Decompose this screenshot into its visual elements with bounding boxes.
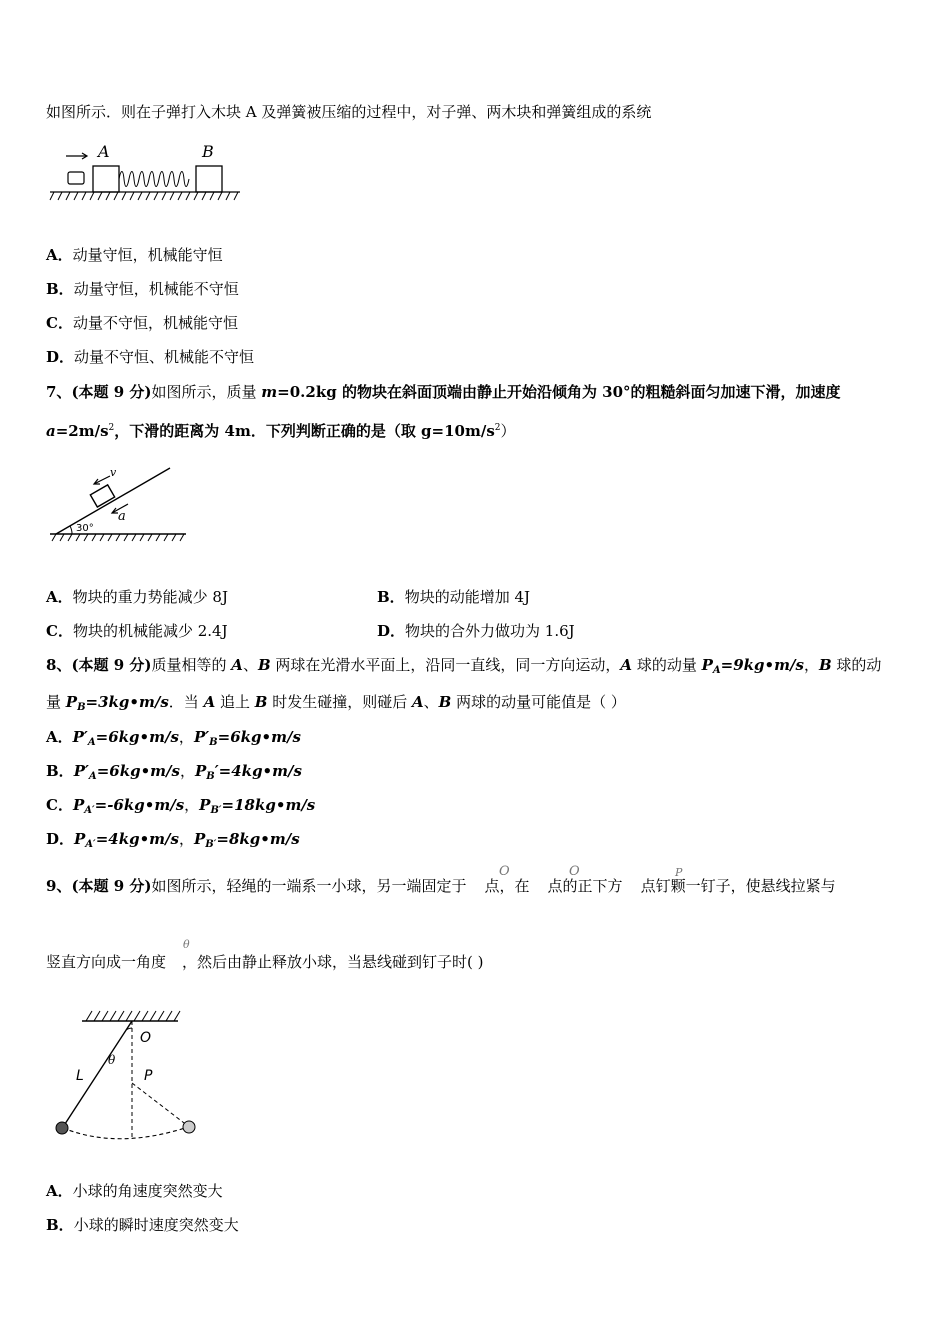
- option-letter: B．: [46, 1216, 74, 1234]
- q9-text: 点钉颗一钉子，使悬线拉紧与: [640, 877, 836, 895]
- val: =18kg•m/s: [221, 796, 316, 814]
- option-text: 小球的瞬时速度突然变大: [73, 1216, 239, 1234]
- p: P: [194, 830, 206, 848]
- q6-figure: [48, 140, 248, 210]
- q9-option-a: [46, 1181, 223, 1201]
- o-symbol: O: [569, 864, 580, 879]
- q8-text: 、: [423, 693, 439, 711]
- q7-text: ）: [500, 422, 516, 440]
- sub: A: [87, 737, 96, 748]
- q8-text: 追上: [215, 693, 255, 711]
- sub: B′: [210, 805, 222, 816]
- q8-sub: A: [712, 665, 721, 676]
- q7-stem-line1: [46, 382, 841, 402]
- option-text: 物块的重力势能减少 8J: [72, 588, 228, 606]
- q8-text: 两球在光滑水平面上，沿同一直线，同一方向运动，: [270, 656, 621, 674]
- q8-var: B: [257, 656, 271, 674]
- option-letter: A．: [46, 246, 73, 264]
- q8-text: 两球的动量可能值是（ ）: [451, 693, 626, 711]
- q9-option-b: [46, 1215, 239, 1235]
- p: P′: [73, 762, 89, 780]
- q8-var: A: [620, 656, 633, 674]
- val: =8kg•m/s: [216, 830, 300, 848]
- question-number: 7、: [46, 383, 72, 401]
- q7-option-a: [46, 587, 228, 607]
- theta-label: θ: [108, 1053, 116, 1067]
- sub: B: [209, 737, 218, 748]
- option-text: 物块的合外力做功为 1.6J: [405, 622, 575, 640]
- l-label: L: [76, 1068, 84, 1084]
- q8-var: P: [701, 656, 713, 674]
- val: ′=4kg•m/s: [214, 762, 302, 780]
- question-number: 9、: [46, 877, 72, 895]
- q6-stem: 如图所示．则在子弹打入木块 A 及弹簧被压缩的过程中，对子弹、两木块和弹簧组成的系统: [46, 103, 652, 121]
- p: P′: [193, 728, 210, 746]
- option-text: 物块的动能增加 4J: [404, 588, 531, 606]
- q7-option-b: [377, 587, 530, 607]
- p: P: [74, 830, 86, 848]
- q8-var: A: [231, 656, 243, 674]
- q9-text: 点的正下方: [547, 877, 623, 895]
- val: =6kg•m/s: [95, 728, 179, 746]
- option-text: 动量守恒，机械能守恒: [72, 246, 223, 264]
- val: =6kg•m/s: [96, 762, 180, 780]
- q8-text: 、: [242, 656, 258, 674]
- option-text: 小球的角速度突然变大: [72, 1182, 223, 1200]
- o-label: O: [140, 1030, 152, 1046]
- p-symbol: P: [675, 866, 683, 879]
- option-letter: A．: [46, 728, 73, 746]
- p-label: P: [144, 1068, 153, 1084]
- a-label: a: [118, 509, 126, 524]
- q7-text: 如图所示，质量: [151, 383, 262, 401]
- q8-sub: B: [77, 702, 86, 713]
- p: P: [72, 796, 85, 814]
- val: =6kg•m/s: [217, 728, 301, 746]
- q8-var: A: [412, 693, 424, 711]
- v-label: v: [110, 466, 117, 479]
- q8-stem-line2: [46, 692, 626, 718]
- q9-pendulum-figure: [48, 1000, 208, 1150]
- q9-stem-line2: [46, 952, 484, 972]
- val: =-6kg•m/s: [94, 796, 185, 814]
- p: P′: [72, 728, 88, 746]
- q7-sup: 2: [108, 423, 115, 433]
- q8-option-c: [46, 795, 315, 821]
- q8-option-a: [46, 727, 301, 753]
- q7-text: ，下滑的距离为 4m．下列判断正确的是（取 g=10m/s: [114, 422, 495, 440]
- q7-text: =0.2kg 的物块在斜面顶端由静止开始沿倾角为 30°的粗糙斜面匀加速下滑，加速度: [277, 383, 841, 401]
- q6-option-b: [46, 279, 239, 299]
- q8-text: ．当: [168, 693, 204, 711]
- q7-var-m: m: [261, 383, 278, 401]
- q8-stem-line1: [46, 655, 881, 681]
- q9-text: 如图所示，轻绳的一端系一小球，另一端固定于: [151, 877, 467, 895]
- option-letter: C．: [46, 796, 73, 814]
- q8-var: B: [254, 693, 268, 711]
- option-text: 动量守恒，机械能不守恒: [73, 280, 239, 298]
- val: =4kg•m/s: [95, 830, 179, 848]
- q8-option-d: [46, 829, 300, 855]
- option-letter: D．: [46, 830, 75, 848]
- q8-var: P: [65, 693, 78, 711]
- q7-stem-line2: [46, 418, 516, 441]
- q7-sup: 2: [494, 423, 501, 433]
- q9-text: ，然后由静止释放小球，当悬线碰到钉子时( ): [182, 953, 484, 971]
- option-letter: A．: [46, 588, 73, 606]
- q8-text: ，: [803, 656, 819, 674]
- q8-text: 量: [46, 693, 66, 711]
- sub: B′: [205, 839, 217, 850]
- question-score: (本题 9 分): [71, 656, 152, 674]
- q6-option-a: [46, 245, 223, 265]
- q6-option-d: [46, 347, 254, 367]
- q8-text: 球的动: [831, 656, 882, 674]
- q7-incline-figure: [48, 452, 198, 552]
- question-score: (本题 9 分): [71, 383, 152, 401]
- q8-val: =3kg•m/s: [85, 693, 169, 711]
- q9-text: 点，在: [484, 877, 530, 895]
- q8-var: B: [818, 656, 832, 674]
- q7-option-c: [46, 621, 228, 641]
- q7-var-a: a: [46, 422, 56, 440]
- angle-label: 30°: [76, 523, 94, 534]
- q8-text: 时发生碰撞，则碰后: [267, 693, 412, 711]
- option-letter: D．: [377, 622, 406, 640]
- sub: A′: [85, 839, 96, 850]
- q7-text: =2m/s: [55, 422, 109, 440]
- o-symbol: O: [499, 864, 510, 879]
- option-text: 动量不守恒、机械能不守恒: [74, 348, 255, 366]
- option-letter: C．: [46, 622, 73, 640]
- option-letter: D．: [46, 348, 75, 366]
- q7-option-d: [377, 621, 575, 641]
- sep: ，: [178, 830, 194, 848]
- option-letter: C．: [46, 314, 73, 332]
- question-number: 8、: [46, 656, 72, 674]
- sub: B: [206, 771, 215, 782]
- option-letter: B．: [46, 762, 74, 780]
- sep: ，: [179, 762, 195, 780]
- option-letter: B．: [377, 588, 405, 606]
- q8-var: A: [203, 693, 216, 711]
- option-letter: B．: [46, 280, 74, 298]
- block-b-label: B: [202, 142, 214, 161]
- q8-text: 质量相等的: [151, 656, 232, 674]
- option-letter: A．: [46, 1182, 73, 1200]
- q8-var: B: [438, 693, 452, 711]
- p: P: [199, 796, 211, 814]
- sub: A: [88, 771, 97, 782]
- q9-stem-line1: [46, 876, 836, 896]
- sub: A′: [84, 805, 95, 816]
- sep: ，: [184, 796, 200, 814]
- option-text: 物块的机械能减少 2.4J: [72, 622, 228, 640]
- q8-val: =9kg•m/s: [720, 656, 804, 674]
- q6-option-c: [46, 313, 238, 333]
- sep: ，: [178, 728, 194, 746]
- theta-symbol: θ: [183, 938, 190, 951]
- option-text: 动量不守恒，机械能守恒: [72, 314, 238, 332]
- q8-option-b: [46, 761, 302, 787]
- block-a-label: A: [98, 142, 110, 161]
- q8-text: 球的动量: [632, 656, 702, 674]
- q9-text: 竖直方向成一角度: [46, 953, 167, 971]
- question-score: (本题 9 分): [71, 877, 152, 895]
- p: P: [194, 762, 207, 780]
